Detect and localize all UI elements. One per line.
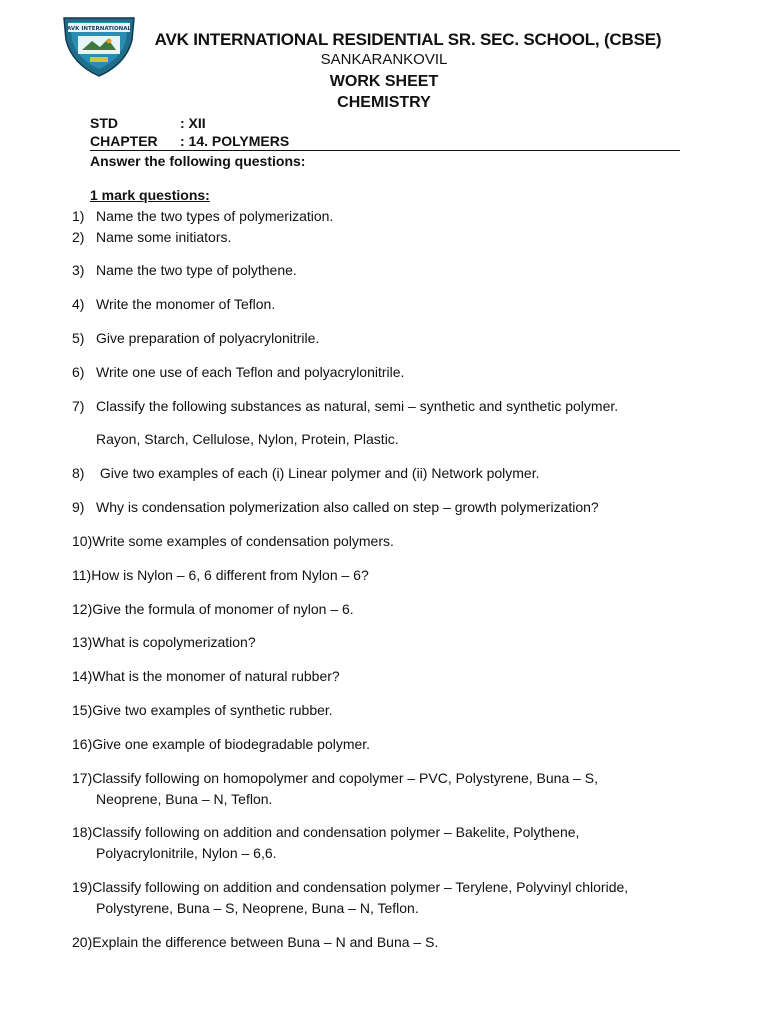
question-number: 2) xyxy=(72,229,85,245)
question-continuation: Neoprene, Buna – N, Teflon. xyxy=(96,791,273,807)
question-item xyxy=(72,362,712,383)
question-number: 9) xyxy=(72,499,85,515)
question-item xyxy=(72,206,712,227)
question-text: Write the monomer of Teflon. xyxy=(96,296,276,312)
question-number: 17) xyxy=(72,770,93,786)
question-number: 1) xyxy=(72,208,85,224)
question-item xyxy=(72,599,712,620)
question-item xyxy=(72,666,712,687)
question-number: 11) xyxy=(72,567,92,583)
question-text: Give one example of biodegradable polymer. xyxy=(92,736,371,752)
question-number: 20) xyxy=(72,934,93,950)
question-number: 19) xyxy=(72,879,93,895)
question-text: Classify following on addition and condensation polymer – Terylene, Polyvinyl chloride, xyxy=(92,879,629,895)
question-item xyxy=(72,260,712,281)
question-number: 10) xyxy=(72,533,93,549)
school-town: SANKARANKOVIL xyxy=(320,51,448,68)
question-number: 7) xyxy=(72,398,85,414)
question-item xyxy=(72,632,712,653)
question-number: 8) xyxy=(72,465,85,481)
school-name: AVK INTERNATIONAL RESIDENTIAL SR. SEC. SCHOOL, (CBSE) xyxy=(154,30,662,49)
question-item xyxy=(72,565,712,586)
question-item xyxy=(72,734,712,755)
question-number: 12) xyxy=(72,601,93,617)
question-text: What is the monomer of natural rubber? xyxy=(92,668,340,684)
question-number: 4) xyxy=(72,296,85,312)
question-text: What is copolymerization? xyxy=(92,634,256,650)
question-text: Write one use of each Teflon and polyacrylonitrile. xyxy=(96,364,405,380)
chapter-value: : 14. POLYMERS xyxy=(180,133,290,149)
question-item xyxy=(72,531,712,552)
question-number: 15) xyxy=(72,702,93,718)
question-text: Give two examples of each (i) Linear polymer and (ii) Network polymer. xyxy=(96,465,540,481)
question-text: Give two examples of synthetic rubber. xyxy=(92,702,333,718)
std-value: : XII xyxy=(180,115,206,131)
chapter-label: CHAPTER xyxy=(90,133,158,149)
question-text: Classify following on homopolymer and copolymer – PVC, Polystyrene, Buna – S, xyxy=(92,770,599,786)
question-text: Give the formula of monomer of nylon – 6. xyxy=(92,601,354,617)
question-item xyxy=(72,877,712,898)
question-item xyxy=(72,227,712,248)
question-number: 14) xyxy=(72,668,93,684)
question-number: 13) xyxy=(72,634,93,650)
question-number: 3) xyxy=(72,262,85,278)
question-item xyxy=(72,497,712,518)
subject-title: CHEMISTRY xyxy=(337,94,431,111)
question-item xyxy=(72,932,712,953)
question-item xyxy=(72,328,712,349)
logo-text: AVK INTERNATIONAL xyxy=(67,26,131,32)
question-item xyxy=(72,396,712,417)
question-number: 16) xyxy=(72,736,93,752)
question-text: Why is condensation polymerization also called on step – growth polymerization? xyxy=(96,499,599,515)
question-item xyxy=(72,768,712,789)
question-continuation: Polyacrylonitrile, Nylon – 6,6. xyxy=(96,845,277,861)
question-item xyxy=(72,822,712,843)
question-text: How is Nylon – 6, 6 different from Nylon – 6? xyxy=(91,567,369,583)
question-item xyxy=(72,294,712,315)
chapter-row xyxy=(90,133,680,151)
question-item xyxy=(72,463,712,484)
question-text: Explain the difference between Buna – N and Buna – S. xyxy=(92,934,439,950)
question-number: 5) xyxy=(72,330,85,346)
document-type: WORK SHEET xyxy=(329,73,439,90)
question-item xyxy=(72,700,712,721)
question-text: Name some initiators. xyxy=(96,229,232,245)
section-title: 1 mark questions: xyxy=(90,187,210,203)
question-text: Write some examples of condensation polymers. xyxy=(92,533,394,549)
std-row xyxy=(90,115,206,131)
question-number: 18) xyxy=(72,824,93,840)
question-text: Give preparation of polyacrylonitrile. xyxy=(96,330,320,346)
question-number: 6) xyxy=(72,364,85,380)
question-sub-text: Rayon, Starch, Cellulose, Nylon, Protein, Plastic. xyxy=(96,431,399,447)
instruction-text: Answer the following questions: xyxy=(90,153,306,169)
std-label: STD xyxy=(90,115,118,131)
question-continuation: Polystyrene, Buna – S, Neoprene, Buna – N, Teflon. xyxy=(96,900,419,916)
question-text: Name the two type of polythene. xyxy=(96,262,297,278)
question-text: Classify following on addition and condensation polymer – Bakelite, Polythene, xyxy=(92,824,580,840)
question-text: Name the two types of polymerization. xyxy=(96,208,334,224)
question-text: Classify the following substances as natural, semi – synthetic and synthetic polymer. xyxy=(96,398,619,414)
